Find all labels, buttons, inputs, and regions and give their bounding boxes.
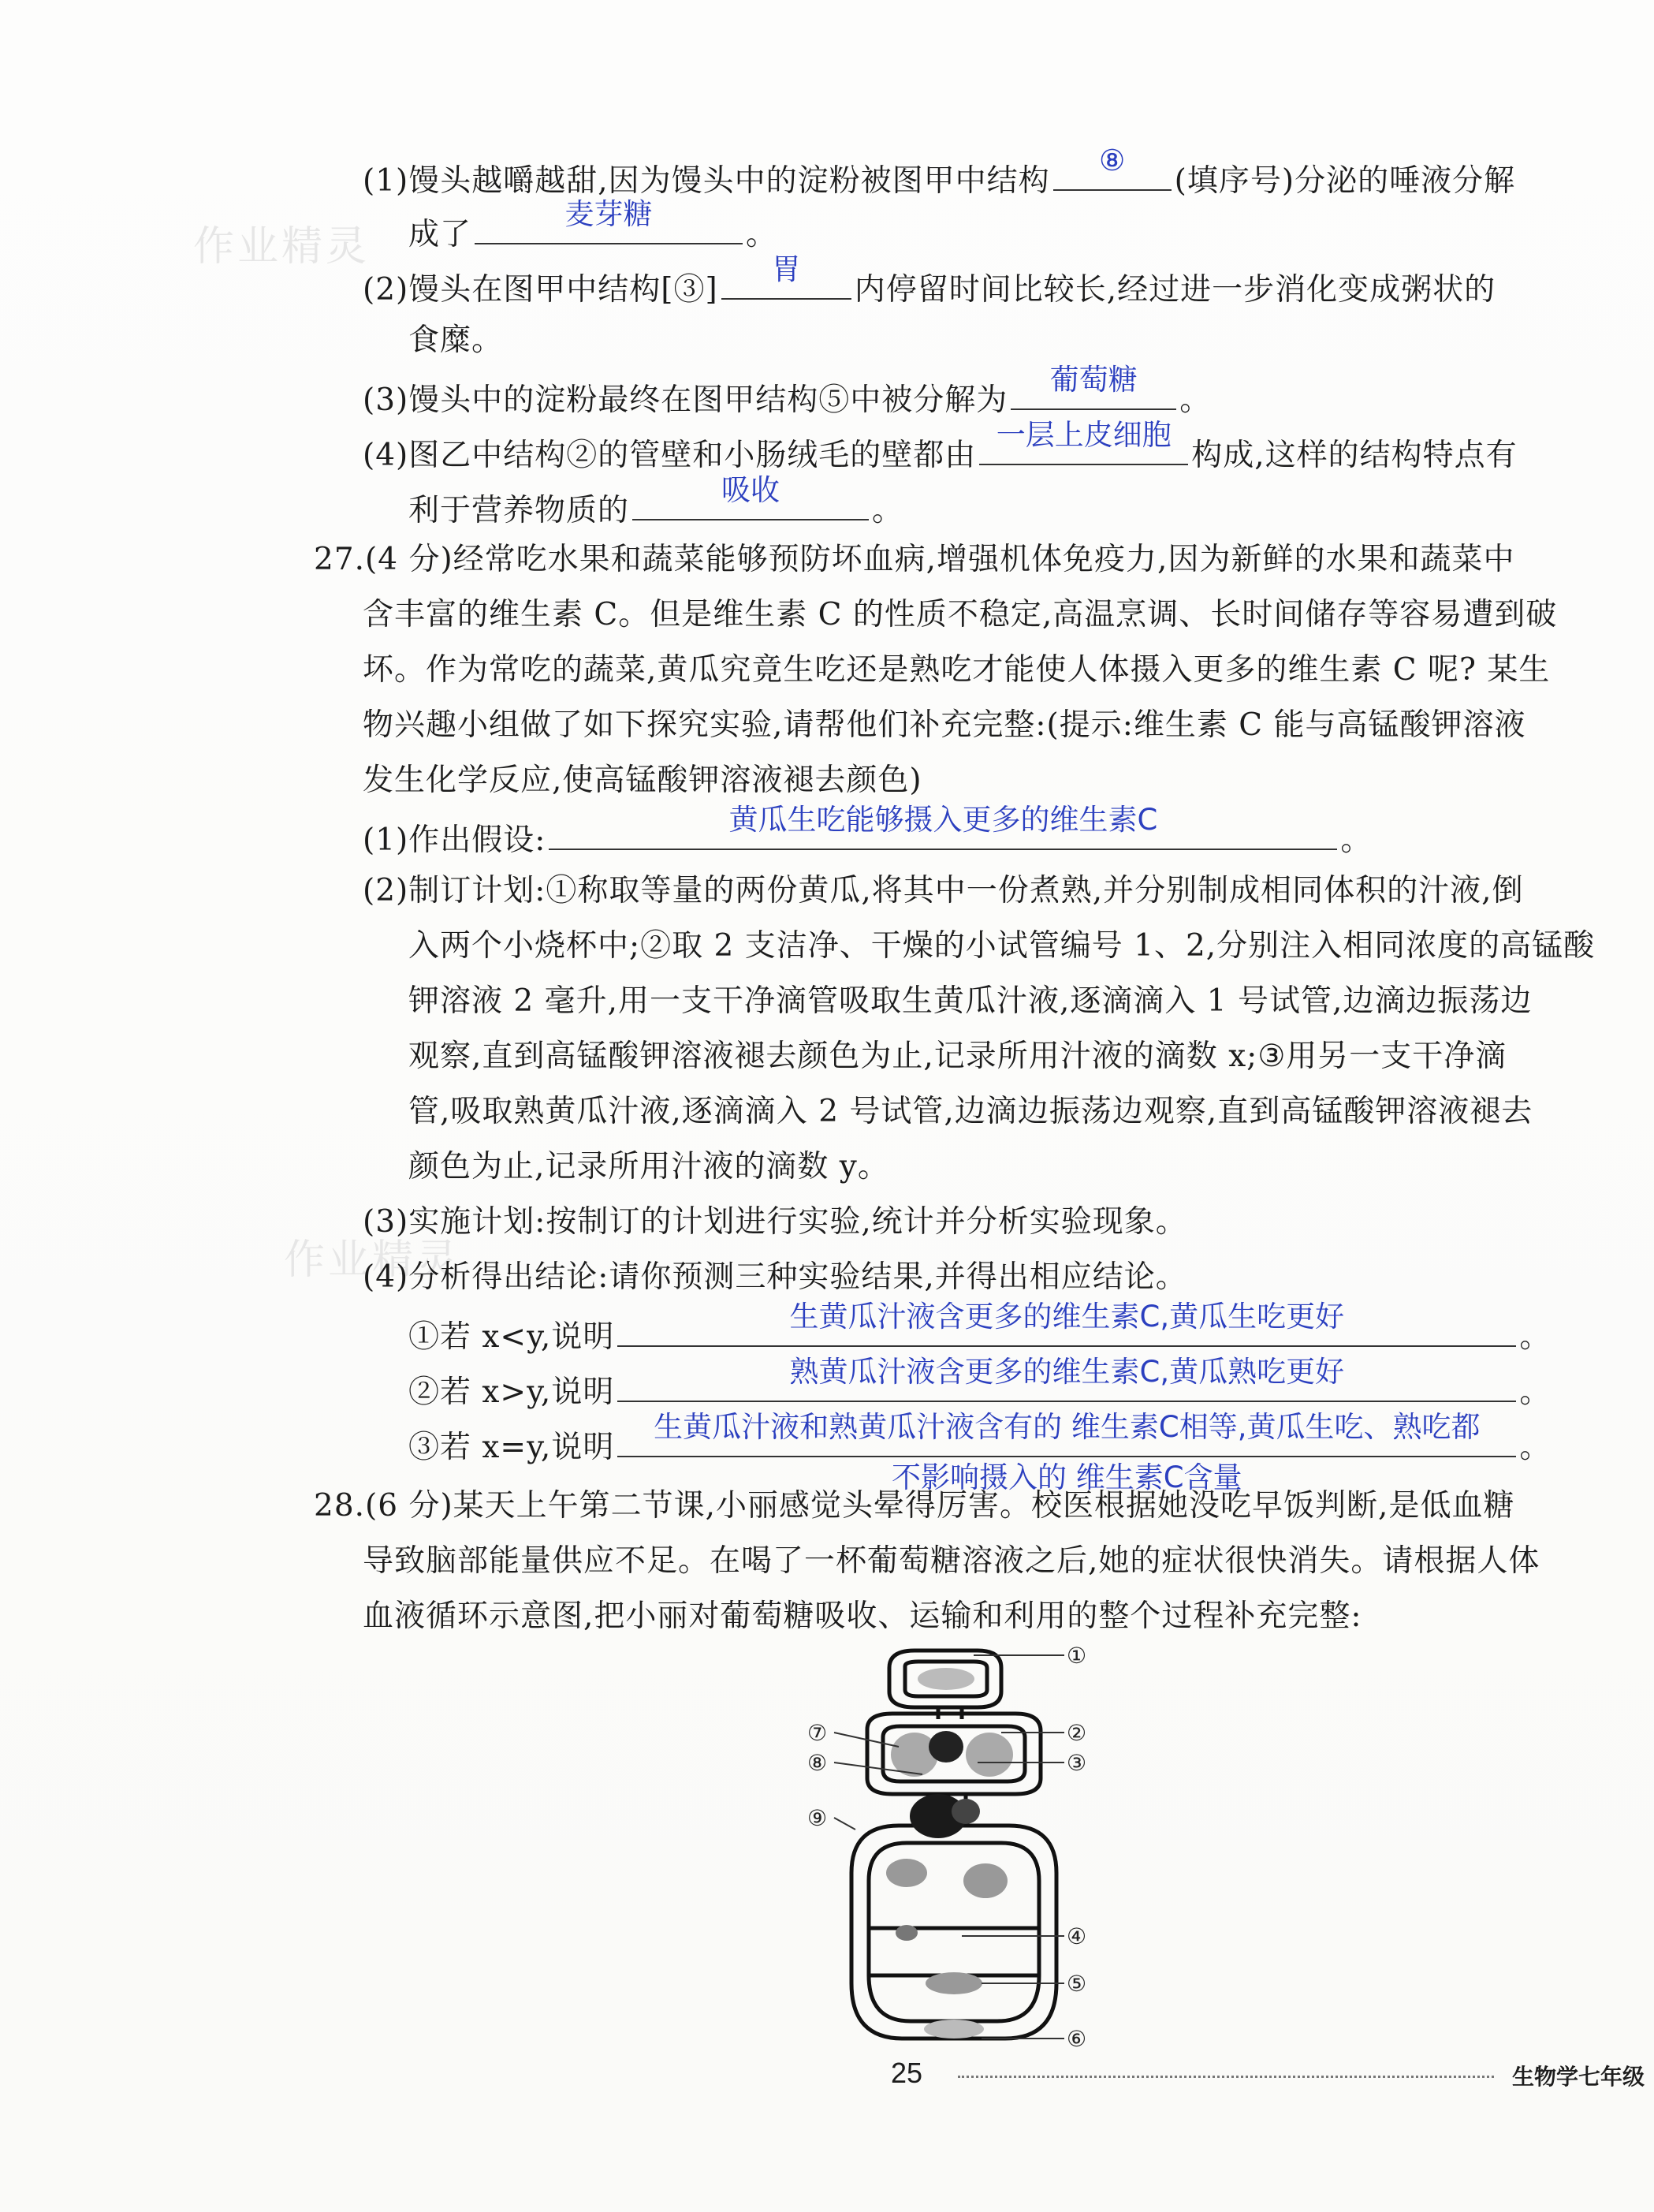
q26-line-2: 成了 麦芽糖 。	[408, 208, 777, 257]
q27-implement-line: (3)实施计划:按制订的计划进行实验,统计并分析实验现象。	[363, 1204, 1187, 1240]
q27-plan-line-5: 管,吸取熟黄瓜汁液,逐滴滴入 2 号试管,边滴边振荡边观察,直到高锰酸钾溶液褪去	[408, 1094, 1533, 1129]
q26-line-3: (2)馒头在图甲中结构[③] 胃 内停留时间比较长,经过进一步消化变成粥状的	[363, 263, 1496, 312]
watermark-top: 作业精灵	[193, 223, 371, 270]
q27-stem-line-2: 含丰富的维生素 C。但是维生素 C 的性质不稳定,高温烹调、长时间储存等容易遭到破	[363, 597, 1558, 632]
q26-answer-1-blank[interactable]	[1053, 144, 1172, 191]
q27-plan-line-2: 入两个小烧杯中;②取 2 支洁净、干燥的小试管编号 1、2,分别注入相同浓度的高锰酸	[408, 928, 1596, 964]
diagram-label-3: ③	[1067, 1750, 1087, 1776]
q26-answer-2: 麦芽糖	[564, 197, 653, 231]
q27-stem-line-3: 坏。作为常吃的蔬菜,黄瓜究竟生吃还是熟吃才能使人体摄入更多的维生素 C 呢? 某生	[363, 652, 1551, 688]
q27-hypothesis-answer: 黄瓜生吃能够摄入更多的维生素C	[728, 803, 1158, 837]
q26-line-5: (3)馒头中的淀粉最终在图甲结构⑤中被分解为 葡萄糖 。	[363, 374, 1211, 423]
q26-answer-6-blank[interactable]	[632, 473, 869, 520]
q28-stem-line-1: 28.(6 分)某天上午第二节课,小丽感觉头晕得厉害。校医根据她没吃早饭判断,是低血糖	[314, 1488, 1515, 1524]
q26-answer-1: ⑧	[1099, 144, 1126, 177]
q27-conclusion-intro: (4)分析得出结论:请你预测三种实验结果,并得出相应结论。	[363, 1259, 1187, 1295]
q26-answer-6: 吸收	[721, 473, 780, 507]
diagram-label-4: ④	[1067, 1923, 1087, 1949]
diagram-label-2: ②	[1067, 1720, 1087, 1746]
q27-conclusion-3-answer-line-2: 不影响摄入的 维生素C含量	[892, 1460, 1242, 1494]
diagram-label-6: ⑥	[1067, 2026, 1087, 2052]
q27-stem-line-4: 物兴趣小组做了如下探究实验,请帮他们补充完整:(提示:维生素 C 能与高锰酸钾溶液	[363, 707, 1526, 743]
q27-hypothesis-line: (1)作出假设: 黄瓜生吃能够摄入更多的维生素C 。	[363, 814, 1372, 863]
q26-answer-5-blank[interactable]	[979, 418, 1188, 465]
q28-stem-line-2: 导致脑部能量供应不足。在喝了一杯葡萄糖溶液之后,她的症状很快消失。请根据人体	[363, 1543, 1540, 1579]
q26-answer-4-blank[interactable]	[1011, 363, 1176, 410]
q28-stem-line-3: 血液循环示意图,把小丽对葡萄糖吸收、运输和利用的整个过程补充完整:	[363, 1598, 1362, 1634]
q26-line-4: 食糜。	[408, 323, 504, 358]
q27-hypothesis-blank[interactable]	[549, 803, 1337, 850]
q26-answer-5: 一层上皮细胞	[996, 418, 1172, 452]
q26-line-6: (4)图乙中结构②的管壁和小肠绒毛的壁都由 一层上皮细胞 构成,这样的结构特点有	[363, 429, 1518, 478]
q27-conclusion-3-answer-line-1: 生黄瓜汁液和熟黄瓜汁液含有的 维生素C相等,黄瓜生吃、熟吃都	[654, 1410, 1481, 1444]
q27-conclusion-1-answer: 生黄瓜汁液含更多的维生素C,黄瓜生吃更好	[789, 1300, 1345, 1334]
blood-circulation-diagram	[804, 1644, 1119, 2062]
q27-conclusion-2-answer: 熟黄瓜汁液含更多的维生素C,黄瓜熟吃更好	[789, 1355, 1345, 1389]
page-number: 25	[891, 2057, 923, 2089]
q26-answer-3: 胃	[771, 252, 801, 286]
q27-plan-line-6: 颜色为止,记录所用汁液的滴数 y。	[408, 1149, 889, 1184]
q27-plan-line-4: 观察,直到高锰酸钾溶液褪去颜色为止,记录所用汁液的滴数 x;③用另一支干净滴	[408, 1039, 1507, 1074]
footer-dotted-rule	[958, 2076, 1494, 2078]
diagram-label-9: ⑨	[807, 1805, 828, 1831]
q27-plan-line-3: 钾溶液 2 毫升,用一支干净滴管吸取生黄瓜汁液,逐滴滴入 1 号试管,边滴边振荡边	[408, 983, 1533, 1019]
q27-conclusion-3: ③若 x=y,说明 生黄瓜汁液和熟黄瓜汁液含有的 维生素C相等,黄瓜生吃、熟吃都 不影响摄入的 维生素C含量 。	[408, 1421, 1551, 1470]
q26-line-7: 利于营养物质的 吸收 。	[408, 484, 903, 533]
q26-line-1: (1)馒头越嚼越甜,因为馒头中的淀粉被图甲中结构 ⑧ (填序号)分泌的唾液分解	[363, 155, 1515, 203]
book-title: 生物学七年级	[1512, 2064, 1645, 2090]
q27-conclusion-2: ②若 x>y,说明 熟黄瓜汁液含更多的维生素C,黄瓜熟吃更好 。	[408, 1366, 1551, 1415]
q27-plan-line-1: (2)制订计划:①称取等量的两份黄瓜,将其中一份煮熟,并分别制成相同体积的汁液,倒	[363, 873, 1524, 908]
q26-answer-3-blank[interactable]	[721, 252, 851, 300]
q27-conclusion-1: ①若 x<y,说明 生黄瓜汁液含更多的维生素C,黄瓜生吃更好 。	[408, 1311, 1551, 1360]
q27-conclusion-1-blank[interactable]	[617, 1300, 1516, 1347]
q27-stem-line-1: 27.(4 分)经常吃水果和蔬菜能够预防坏血病,增强机体免疫力,因为新鲜的水果和蔬菜中	[314, 542, 1515, 577]
diagram-label-7: ⑦	[807, 1720, 828, 1746]
q27-conclusion-2-blank[interactable]	[617, 1355, 1516, 1402]
watermark-middle: 作业精灵	[284, 1237, 461, 1284]
q27-stem-line-5: 发生化学反应,使高锰酸钾溶液褪去颜色)	[363, 763, 922, 798]
q26-answer-4: 葡萄糖	[1049, 363, 1138, 397]
diagram-label-5: ⑤	[1067, 1971, 1087, 1997]
diagram-label-8: ⑧	[807, 1750, 828, 1776]
diagram-label-1: ①	[1067, 1644, 1087, 1669]
